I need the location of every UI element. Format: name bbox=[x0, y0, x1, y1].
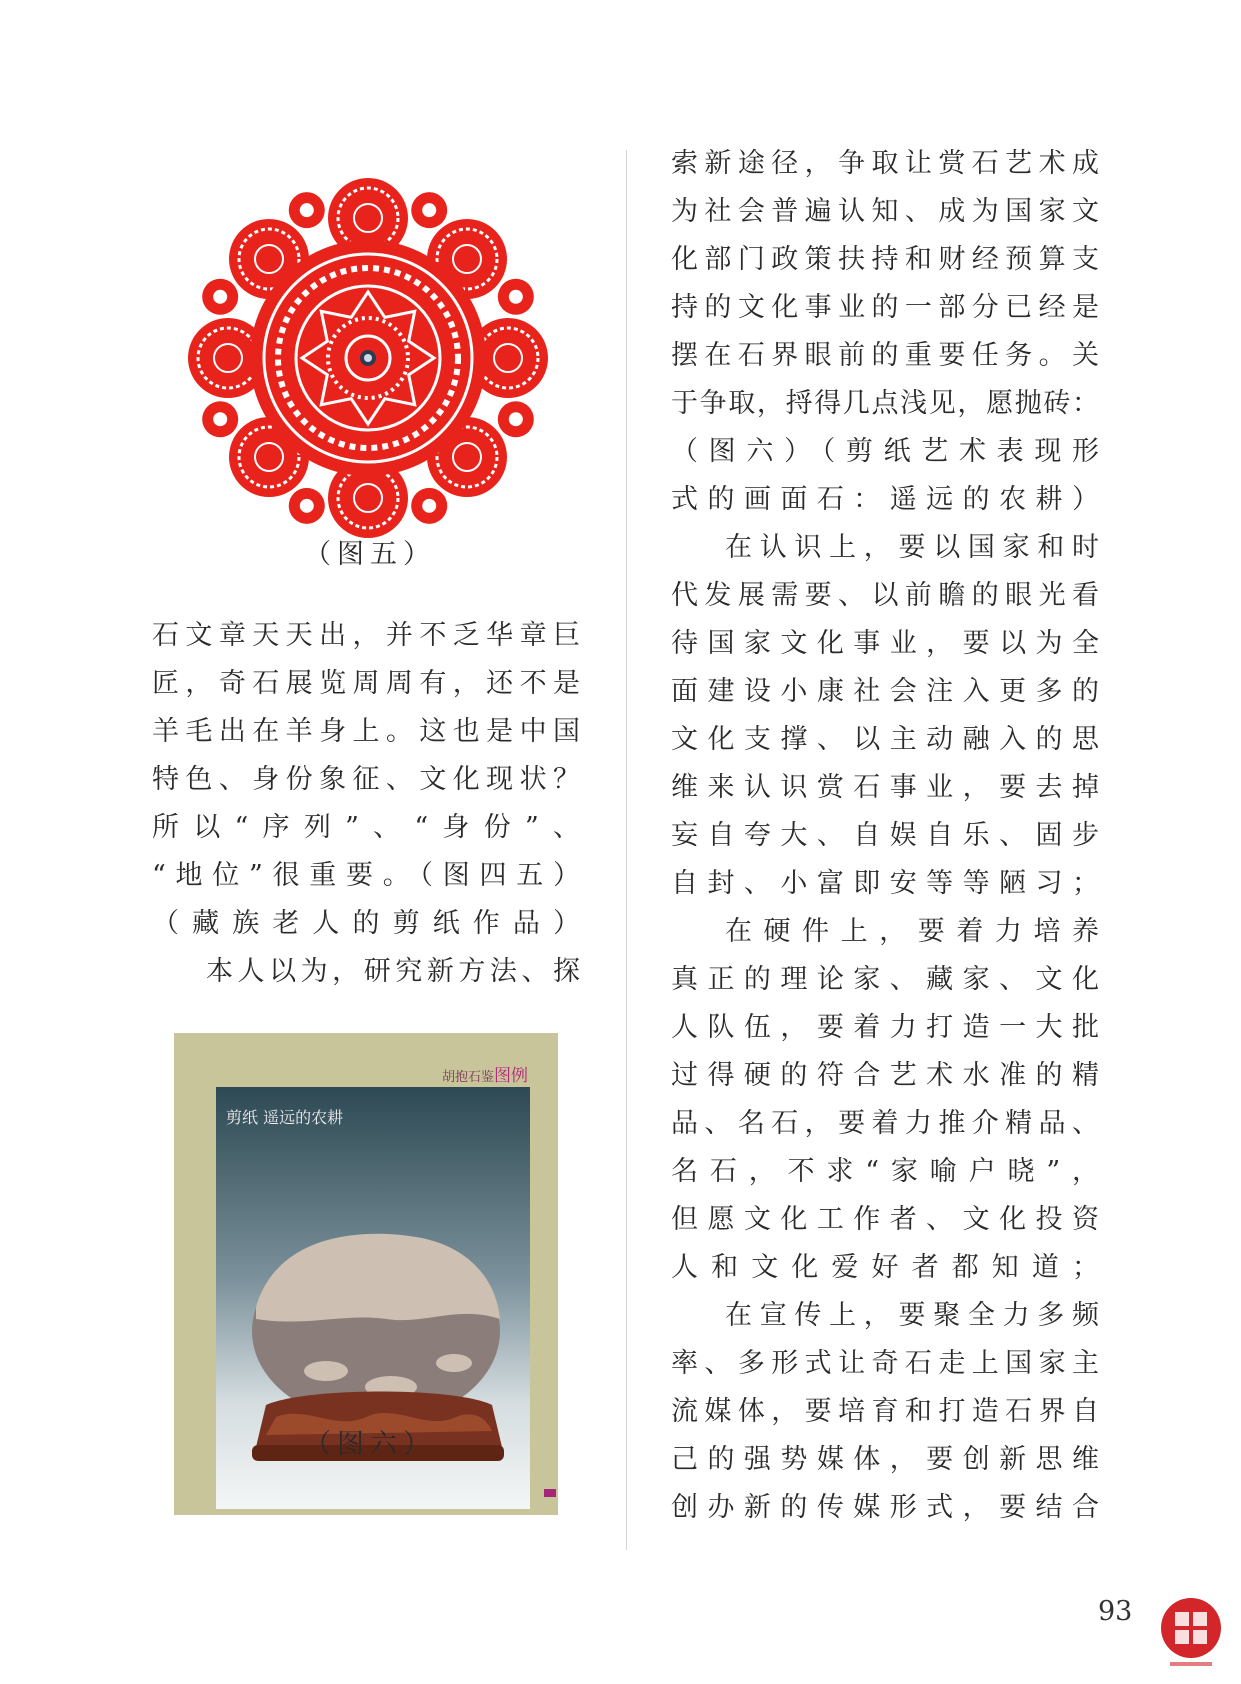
text-line: 人队伍，要着力打造一大批 bbox=[671, 1012, 1099, 1043]
text-line: 待国家文化事业，要以为全 bbox=[671, 628, 1099, 659]
brand-name: 胡抱石鉴 bbox=[441, 1070, 494, 1085]
column-divider bbox=[626, 150, 627, 1550]
text-line: 名石，不求“家喻户晓”， bbox=[671, 1156, 1099, 1187]
text-line: 在认识上，要以国家和时 bbox=[725, 532, 1099, 563]
card-tab bbox=[544, 1489, 556, 1497]
text-line: 率、多形式让奇石走上国家主 bbox=[671, 1348, 1099, 1379]
card-brand bbox=[442, 1061, 528, 1086]
text-line: 在硬件上，要着力培养 bbox=[725, 916, 1099, 947]
text-line: 石文章天天出，并不乏华章巨 bbox=[152, 620, 580, 651]
page-number: 93 bbox=[1098, 1596, 1133, 1627]
text-line: 匠，奇石展览周周有，还不是 bbox=[152, 668, 580, 699]
left-column-text bbox=[152, 612, 580, 996]
text-line: （图六）（剪纸艺术表现形 bbox=[671, 436, 1099, 467]
text-line: 品、名石，要着力推介精品、 bbox=[671, 1108, 1099, 1139]
text-line: 持的文化事业的一部分已经是 bbox=[671, 292, 1099, 323]
text-line: 人和文化爱好者都知道； bbox=[671, 1252, 1099, 1283]
text-line: 式的画面石：遥远的农耕） bbox=[671, 484, 1099, 515]
text-line: 维来认识赏石事业，要去掉 bbox=[671, 772, 1099, 803]
text-line: 在宣传上，要聚全力多频 bbox=[725, 1300, 1099, 1331]
text-line: 己的强势媒体，要创新思维 bbox=[671, 1444, 1099, 1475]
text-line: （藏族老人的剪纸作品） bbox=[152, 908, 580, 939]
text-line: 索新途径，争取让赏石艺术成 bbox=[671, 148, 1099, 179]
figure5-caption: （图五） bbox=[304, 539, 436, 570]
site-logo-icon bbox=[1150, 1590, 1232, 1672]
text-line: 羊毛出在羊身上。这也是中国 bbox=[152, 716, 580, 747]
brand-tag: 图例 bbox=[494, 1066, 528, 1086]
text-line: 化部门政策扶持和财经预算支 bbox=[671, 244, 1099, 275]
text-line: 过得硬的符合艺术水准的精 bbox=[671, 1060, 1099, 1091]
text-line: 自封、小富即安等等陋习； bbox=[671, 868, 1099, 899]
text-line: 摆在石界眼前的重要任务。关 bbox=[671, 340, 1099, 371]
text-line: 代发展需要、以前瞻的眼光看 bbox=[671, 580, 1099, 611]
text-line: 所以“序列”、“身份”、 bbox=[152, 812, 580, 843]
text-line: “地位”很重要。（图四五） bbox=[152, 860, 580, 891]
right-column-text bbox=[671, 140, 1099, 1532]
text-line: 真正的理论家、藏家、文化 bbox=[671, 964, 1099, 995]
text-line: 本人以为，研究新方法、探 bbox=[206, 956, 580, 987]
text-line: 创办新的传媒形式，要结合 bbox=[671, 1492, 1099, 1523]
text-line: 特色、身份象征、文化现状？ bbox=[152, 764, 580, 795]
card-title: 剪纸 遥远的农耕 bbox=[226, 1108, 344, 1127]
text-line: 于争取，捋得几点浅见，愿抛砖： bbox=[671, 388, 1099, 419]
text-line: 为社会普遍认知、成为国家文 bbox=[671, 196, 1099, 227]
text-line: 面建设小康社会注入更多的 bbox=[671, 676, 1099, 707]
text-line: 文化支撑、以主动融入的思 bbox=[671, 724, 1099, 755]
figure6-caption: （图六） bbox=[304, 1429, 436, 1460]
text-line: 流媒体，要培育和打造石界自 bbox=[671, 1396, 1099, 1427]
text-line: 妄自夸大、自娱自乐、固步 bbox=[671, 820, 1099, 851]
text-line: 但愿文化工作者、文化投资 bbox=[671, 1204, 1099, 1235]
papercut-image bbox=[178, 168, 558, 548]
